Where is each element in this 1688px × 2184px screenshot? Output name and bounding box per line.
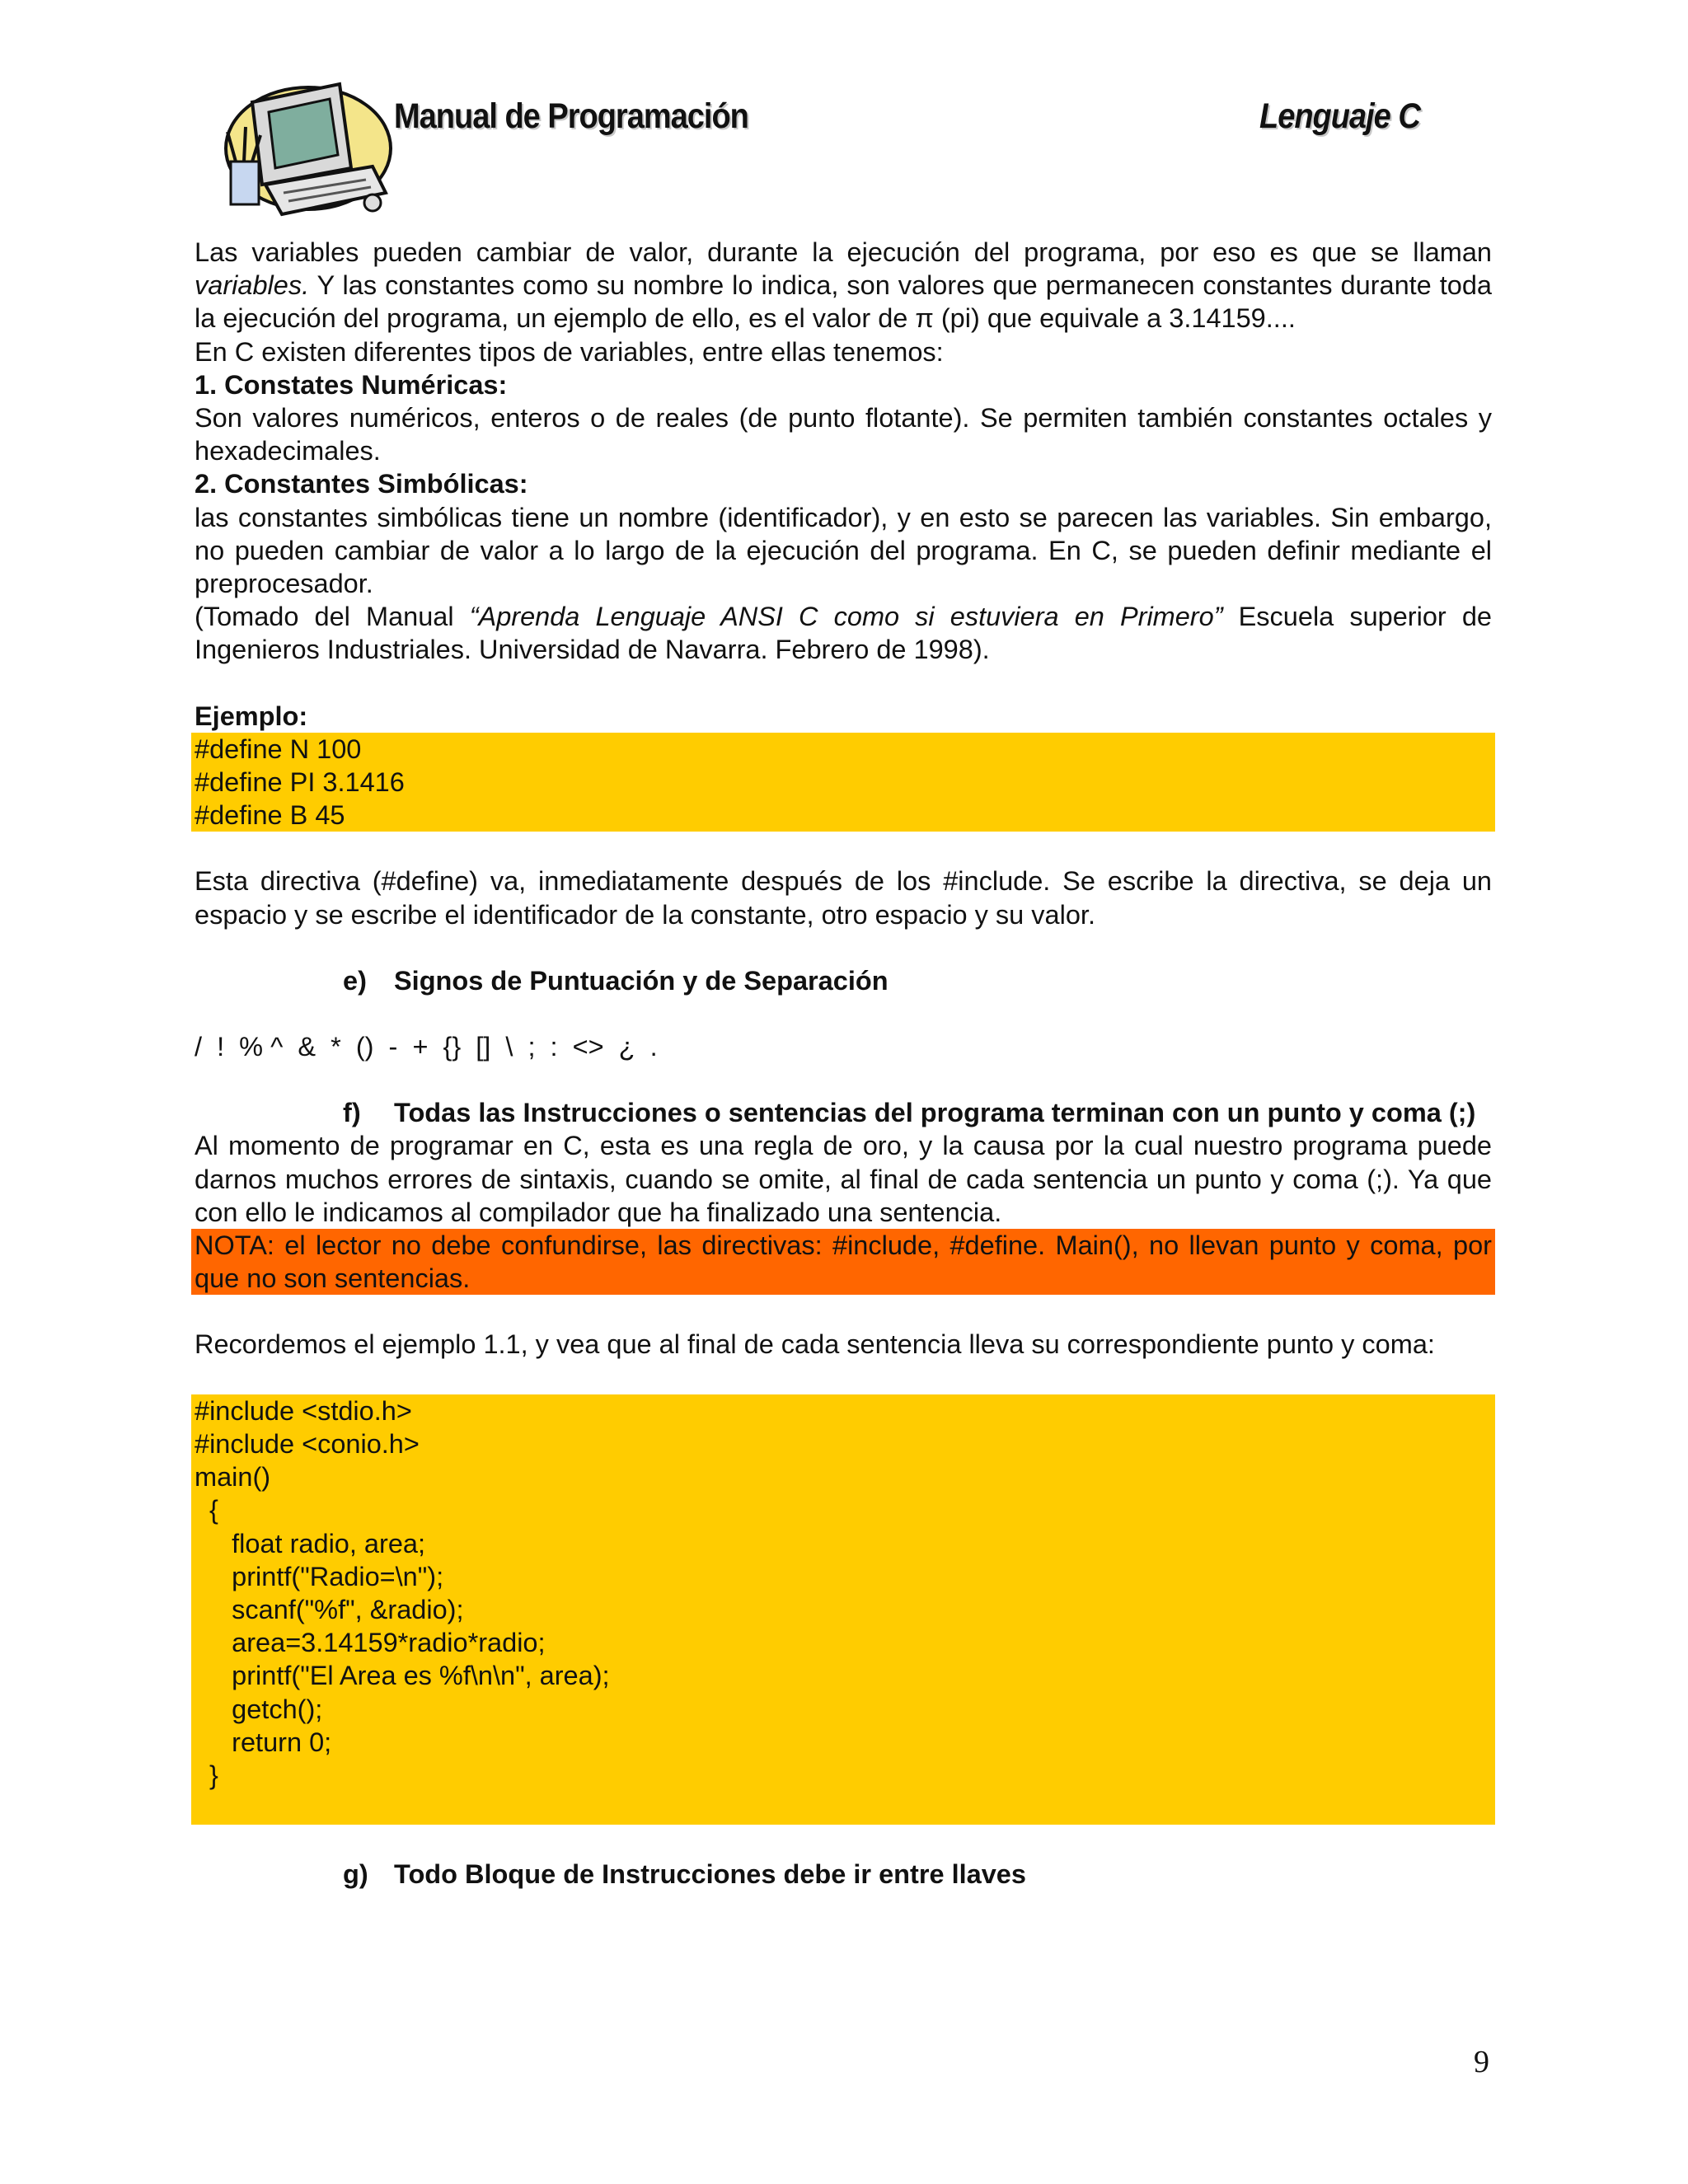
code-line: printf("Radio=\n");	[195, 1561, 444, 1591]
recall-example-line: Recordemos el ejemplo 1.1, y vea que al final de cada sentencia lleva su correspondiente punto y coma:	[195, 1329, 1435, 1360]
source-citation	[195, 600, 1492, 666]
intro-variables-word: variables.	[195, 270, 310, 301]
code-line: }	[195, 1760, 218, 1790]
citation-post: Escuela superior de Ingenieros Industriales. Universidad de Navarra. Febrero de 1998).	[195, 602, 1492, 665]
heading-g	[195, 1858, 1492, 1891]
computer-clipart-logo	[216, 69, 397, 219]
heading-f-label: f)	[343, 1098, 361, 1128]
intro-types-line: En C existen diferentes tipos de variables, entre ellas tenemos:	[195, 336, 944, 367]
punctuation-symbols: / ! % ^ & * () - + {} [] \ ; : <> ¿ .	[195, 1032, 658, 1062]
citation-title: “Aprenda Lenguaje ANSI C como si estuviera en Primero”	[469, 602, 1223, 632]
section2-body: las constantes simbólicas tiene un nombre (identificador), y en esto se parecen las variables. Sin embargo, no pueden cambiar de valor a lo largo de la ejecución del programa. En C, se pueden definir mediante el preprocesador.	[195, 502, 1492, 599]
code-line: #include <conio.h>	[195, 1428, 420, 1459]
heading-e-label: e)	[343, 965, 367, 996]
code-line: return 0;	[195, 1727, 332, 1757]
code-line: area=3.14159*radio*radio;	[195, 1628, 546, 1658]
code-line: scanf("%f", &radio);	[195, 1594, 464, 1624]
define-explanation: Esta directiva (#define) va, inmediatamente después de los #include. Se escribe la directiva, se deja un espacio y se escribe el identificador de la constante, otro espacio y su valor.	[195, 866, 1492, 930]
page-number: 9	[1474, 2045, 1489, 2079]
heading-g-text: Todo Bloque de Instrucciones debe ir entre llaves	[394, 1859, 1026, 1890]
code-line: printf("El Area es %f\n\n", area);	[195, 1661, 610, 1691]
code-line: #define B 45	[195, 800, 345, 831]
intro-text-2: Y las constantes como su nombre lo indica, son valores que permanecen constantes durante toda la ejecución del programa, un ejemplo de ello, es el valor de π (pi) que equivale a 3.14159....	[195, 270, 1492, 334]
program-code-block	[191, 1394, 1495, 1825]
heading-g-label: g)	[343, 1859, 368, 1890]
heading-f-text: Todas las Instrucciones o sentencias del programa terminan con un punto y coma (;)	[394, 1098, 1476, 1128]
header-manual-title: Manual de Programación	[394, 97, 748, 137]
code-line: getch();	[195, 1694, 323, 1724]
code-line: #include <stdio.h>	[195, 1395, 412, 1426]
semicolon-paragraph: Al momento de programar en C, esta es una regla de oro, y la causa por la cual nuestro programa puede darnos muchos errores de sintaxis, cuando se omite, al final de cada sentencia un punto y coma (;). Ya que con ello le indicamos al compilador que ha finalizado una sentencia.	[195, 1131, 1492, 1227]
citation-pre: (Tomado del Manual	[195, 602, 470, 632]
code-line: main()	[195, 1462, 271, 1493]
heading-f	[195, 1096, 1492, 1129]
section1-title: 1. Constates Numéricas:	[195, 369, 508, 400]
heading-e-text: Signos de Puntuación y de Separación	[394, 965, 889, 996]
intro-paragraph	[195, 236, 1492, 335]
define-code-block	[191, 733, 1495, 832]
note-box: NOTA: el lector no debe confundirse, las directivas: #include, #define. Main(), no llevan punto y coma, por que no son sentencias.	[191, 1229, 1495, 1295]
heading-e	[195, 964, 1492, 997]
example-label: Ejemplo:	[195, 701, 308, 731]
page-content	[195, 236, 1492, 1891]
code-line: #define N 100	[195, 733, 362, 764]
section1-body: Son valores numéricos, enteros o de reales (de punto flotante). Se permiten también constantes octales y hexadecimales.	[195, 403, 1492, 466]
code-line: {	[195, 1495, 218, 1526]
intro-text-1: Las variables pueden cambiar de valor, durante la ejecución del programa, por eso es que se llaman	[195, 237, 1492, 267]
header-language-title: Lenguaje C	[1259, 97, 1420, 137]
section2-title: 2. Constantes Simbólicas:	[195, 469, 528, 499]
code-line: float radio, area;	[195, 1528, 426, 1558]
code-line: #define PI 3.1416	[195, 767, 405, 798]
